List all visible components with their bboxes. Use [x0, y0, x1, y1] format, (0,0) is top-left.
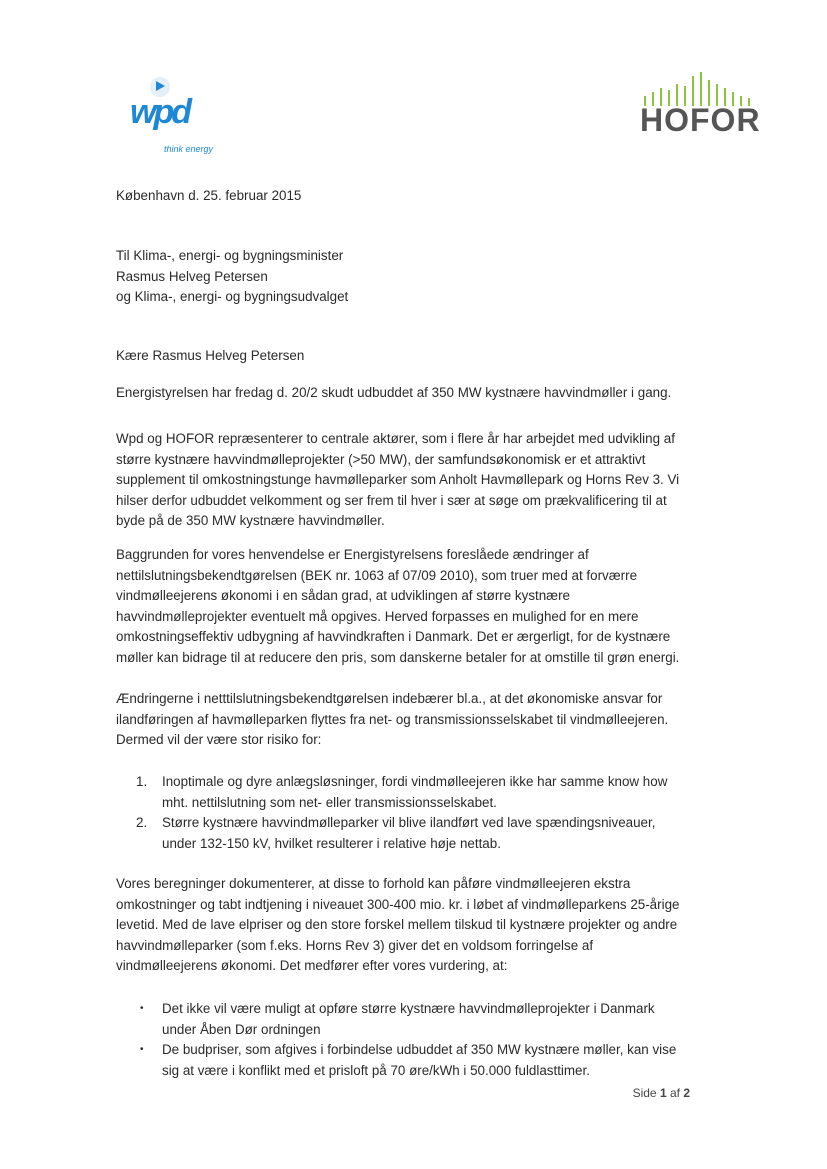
text-line: Vores beregninger dokumenterer, at disse to forhold kan påføre vindmølleejeren ekstra	[116, 876, 631, 891]
text-line: nettilslutningsbekendtgørelsen (BEK nr. 1063 af 07/09 2010), som truer med at forværre	[116, 567, 638, 583]
text-line: Ændringerne i netttilslutningsbekendtgørelsen indebærer bl.a., at det økonomiske ansvar for	[116, 691, 663, 706]
text-line: supplement til omkostningstunge havmølleparker som Anholt Havmøllepark og Horns Rev 3. Vi	[116, 472, 680, 487]
text-line: havvindmølleprojekter eventuelt må opgives. Herved forpasses en mulighed for en mere	[116, 608, 639, 624]
list-marker: •	[140, 1044, 144, 1055]
text-line: møller kan bidrage til at reducere den pris, som danskerne betaler for at omstille til grøn energi.	[116, 649, 680, 665]
text-line: omkostninger og tabt indtjening i niveauet 300-400 mio. kr. i løbet af vindmølleparkens 25-årige	[116, 896, 680, 912]
text-line: større kystnære havvindmølleprojekter (>50 MW), der samfundsøkonomisk er et attraktivt	[116, 451, 646, 467]
paragraph-4	[116, 689, 668, 751]
list-marker: •	[140, 1003, 144, 1014]
numbered-list	[116, 772, 667, 854]
list-item	[116, 813, 667, 854]
text-line: Det ikke vil være muligt at opføre større kystnære havvindmølleprojekter i Danmark	[162, 1001, 655, 1016]
list-marker: 2.	[136, 815, 148, 830]
recipient-address: Til Klima-, energi- og bygningsminister Rasmus Helveg Petersen og Klima-, energi- og bygningsudvalget	[116, 248, 349, 304]
text-line: levetid. Med de lave elpriser og den store forskel mellem tilskud til kystnære projekter og andre	[116, 917, 678, 932]
letter-date: København d. 25. februar 2015	[116, 188, 302, 203]
text-line: under 132-150 kV, hvilket resulterer i relative høje nettab.	[162, 835, 501, 851]
bullet-list	[116, 999, 676, 1081]
text-line: Dermed vil der være stor risiko for:	[116, 732, 322, 747]
list-item	[116, 772, 667, 813]
logo-bar	[700, 72, 702, 106]
text-line: Wpd og HOFOR repræsenterer to centrale aktører, som i flere år har arbejdet med udvikling af	[116, 431, 675, 446]
text-line: Større kystnære havvindmølleparker vil blive ilandført ved lave spændingsniveauer,	[162, 815, 656, 830]
text-line: under Åben Dør ordningen	[162, 1021, 321, 1037]
text-line: byde på de 350 MW kystnære havvindmøller.	[116, 513, 385, 528]
text-line: Inoptimale og dyre anlægsløsninger, fordi vindmølleejeren ikke har samme know how	[162, 774, 668, 789]
list-item	[116, 999, 676, 1040]
text-line: hilser derfor udbuddet velkomment og ser frem til hver i sær at søge om prækvalificering til at	[116, 492, 667, 508]
text-line: De budpriser, som afgives i forbindelse udbuddet af 350 MW kystnære møller, kan vise	[162, 1042, 677, 1057]
paragraph-5	[116, 874, 679, 977]
text-line: vindmølleejerens økonomi i en sådan grad, at udviklingen af større kystnære	[116, 588, 571, 603]
text-line: havvindmølleparker (som f.eks. Horns Rev 3) giver det en voldsom forringelse af	[116, 937, 594, 953]
text-line: vindmølleejerens økonomi. Det medfører efter vores vurdering, at:	[116, 958, 508, 973]
list-item	[116, 1040, 676, 1081]
text-line: omkostningseffektiv udbygning af havvindkraften i Danmark. Det er ærgerligt, for de kystnære	[116, 629, 671, 644]
paragraph-1	[116, 383, 671, 404]
paragraph-3	[116, 545, 679, 668]
paragraph-2	[116, 429, 679, 532]
text-line: ilandføringen af havmølleparken flyttes fra net- og transmissionsselskabet til vindmølleejeren.	[116, 711, 669, 727]
page-number: Side 1 af 2	[632, 1086, 690, 1100]
hofor-logo: HOFOR	[640, 68, 760, 143]
text-line: mht. nettilslutning som net- eller transmissionsselskabet.	[162, 794, 497, 810]
text-line: Baggrunden for vores henvendelse er Energistyrelsens foreslåede ændringer af	[116, 547, 589, 562]
greeting: Kære Rasmus Helveg Petersen	[116, 348, 305, 363]
list-marker: 1.	[136, 774, 148, 789]
wpd-logo: wpd think energy	[140, 70, 250, 160]
text-line: Energistyrelsen har fredag d. 20/2 skudt udbuddet af 350 MW kystnære havvindmøller i gang.	[116, 385, 672, 400]
text-line: sig at være i konflikt med et prisloft på 70 øre/kWh i 50.000 fuldlasttimer.	[162, 1062, 590, 1078]
